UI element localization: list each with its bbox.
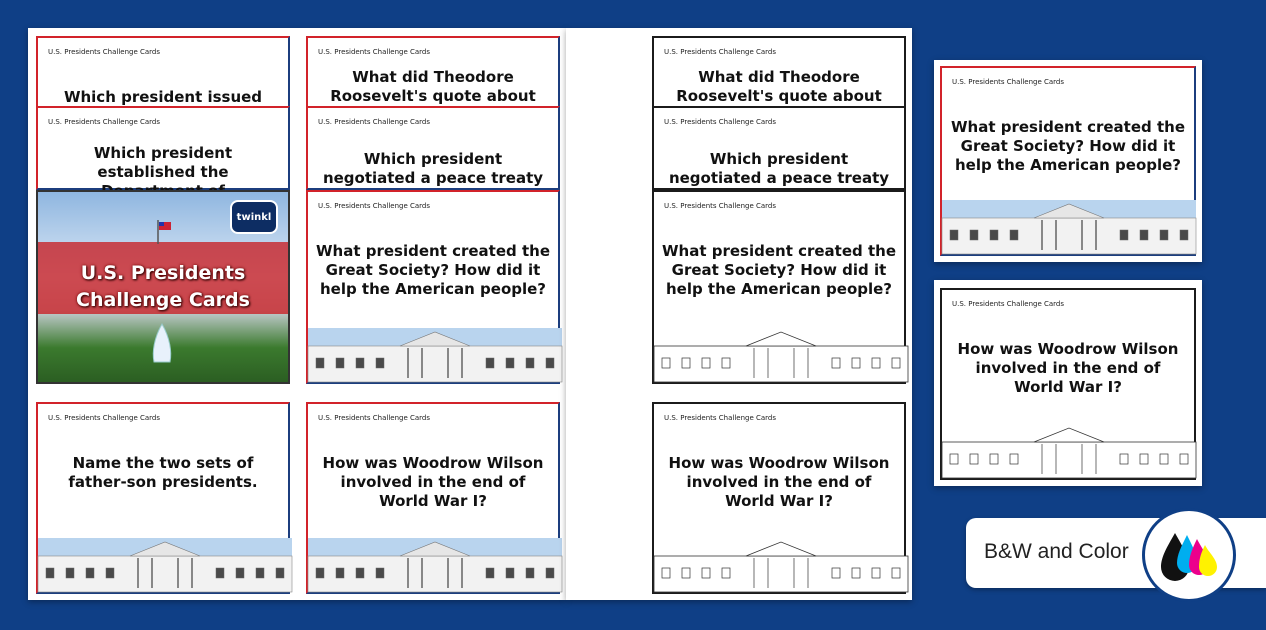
question-text: Name the two sets of father-son presidents. (68, 454, 258, 491)
series-label: U.S. Presidents Challenge Cards (318, 202, 431, 210)
cover-title-line2: Challenge Cards (76, 289, 250, 311)
series-label: U.S. Presidents Challenge Cards (48, 118, 161, 126)
card-treaty (306, 106, 560, 190)
cover-card (36, 190, 290, 384)
bw-and-color-badge (966, 518, 1266, 588)
badge-label: B&W and Color (984, 540, 1129, 563)
card-roosevelt-bw (652, 36, 906, 112)
white-house-outline-icon (654, 328, 908, 382)
series-label: U.S. Presidents Challenge Cards (48, 414, 161, 422)
series-label: U.S. Presidents Challenge Cards (318, 48, 431, 56)
cover-title (38, 260, 288, 314)
fountain-icon (150, 322, 174, 362)
card-great-society (306, 190, 560, 384)
card-great-society-bw (652, 190, 906, 384)
question-text: What president created the Great Society? How did it help the American people? (662, 242, 897, 298)
series-label: U.S. Presidents Challenge Cards (48, 48, 161, 56)
cover-title-line1: U.S. Presidents (80, 262, 246, 284)
question-text: Which president negotiated a peace treaty (322, 150, 544, 187)
series-label: U.S. Presidents Challenge Cards (318, 118, 431, 126)
bw-sheet (566, 28, 912, 600)
series-label: U.S. Presidents Challenge Cards (664, 48, 777, 56)
color-sheet (28, 28, 566, 600)
white-house-outline-icon (942, 424, 1196, 478)
flag-icon (156, 220, 176, 244)
question-text: How was Woodrow Wilson involved in the end of World War I? (322, 454, 544, 510)
single-card-color (934, 60, 1202, 262)
white-house-icon (308, 328, 562, 382)
series-label: U.S. Presidents Challenge Cards (318, 414, 431, 422)
question-text: How was Woodrow Wilson involved in the end of World War I? (668, 454, 890, 510)
series-label: U.S. Presidents Challenge Cards (664, 202, 777, 210)
white-house-outline-icon (654, 538, 908, 592)
card-wilson-large (940, 288, 1196, 480)
card-issued (36, 36, 290, 112)
ink-drops-icon (1142, 508, 1236, 602)
twinkl-logo: twinkl (230, 200, 278, 234)
question-text: How was Woodrow Wilson involved in the end of World War I? (957, 340, 1179, 396)
question-text: Which president negotiated a peace treaty (668, 150, 890, 187)
card-treaty-bw (652, 106, 906, 190)
card-father-son (36, 402, 290, 594)
white-house-icon (308, 538, 562, 592)
series-label: U.S. Presidents Challenge Cards (952, 300, 1065, 308)
card-department (36, 106, 290, 190)
question-text: What did Theodore Roosevelt's quote about (676, 68, 882, 105)
card-roosevelt (306, 36, 560, 112)
card-great-society-large (940, 66, 1196, 256)
question-text: What did Theodore Roosevelt's quote about (330, 68, 536, 105)
card-wilson-bw (652, 402, 906, 594)
question-text: What president created the Great Society? How did it help the American people? (950, 118, 1185, 174)
ink-drops-svg (1145, 511, 1233, 599)
question-text: Which president issued (63, 88, 263, 106)
single-card-bw (934, 280, 1202, 486)
white-house-icon (38, 538, 292, 592)
series-label: U.S. Presidents Challenge Cards (664, 414, 777, 422)
series-label: U.S. Presidents Challenge Cards (664, 118, 777, 126)
card-wilson (306, 402, 560, 594)
series-label: U.S. Presidents Challenge Cards (952, 78, 1065, 86)
question-text: Which president established the (93, 144, 233, 181)
white-house-icon (942, 200, 1196, 254)
question-text: What president created the Great Society? How did it help the American people? (316, 242, 551, 298)
